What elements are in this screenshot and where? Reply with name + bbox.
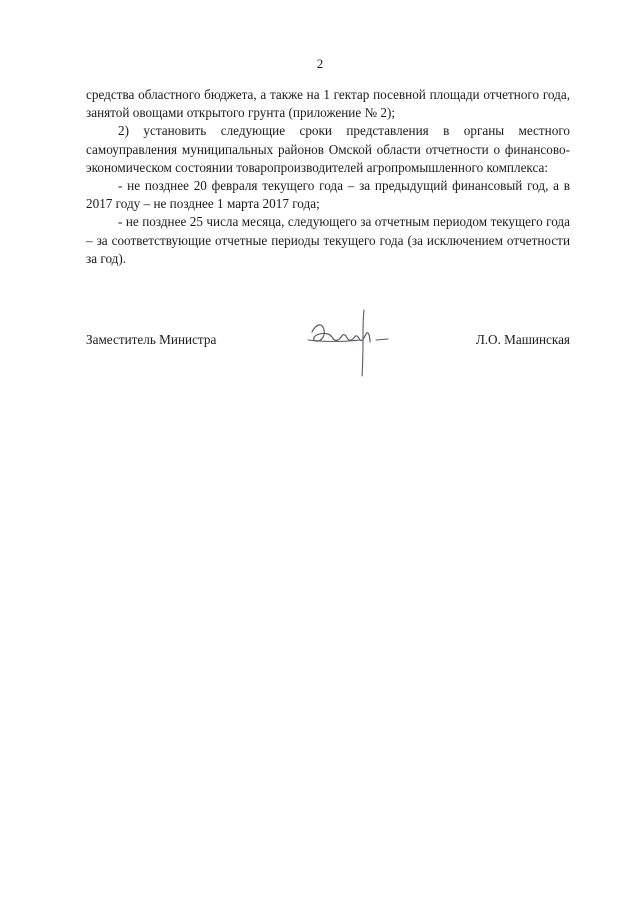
signatory-name: Л.О. Машинская <box>475 332 570 347</box>
document-body <box>86 86 570 268</box>
body-paragraph: - не позднее 20 февраля текущего года – за предыдущий финансовый год, а в 2017 году – не позднее 1 марта 2017 года; <box>86 178 570 212</box>
signatory-position: Заместитель Министра <box>86 332 217 347</box>
body-paragraph: - не позднее 25 числа месяца, следующего за отчетным периодом текущего года – за соответствующие отчетные периоды текущего года (за исключением отчетности за год). <box>86 214 570 266</box>
body-paragraph: средства областного бюджета, а также на 1 гектар посевной площади отчетного года, занятой овощами открытого грунта (приложение № 2); <box>86 87 570 121</box>
signature-block <box>86 326 570 396</box>
body-paragraph: 2) установить следующие сроки представления в органы местного самоуправления муниципальных районов Омской области отчетности о финансово-экономическом состоянии товаропроизводителей агропромышленного комплекса: <box>86 123 570 175</box>
page-number: 2 <box>316 56 324 71</box>
handwritten-signature <box>304 306 394 386</box>
